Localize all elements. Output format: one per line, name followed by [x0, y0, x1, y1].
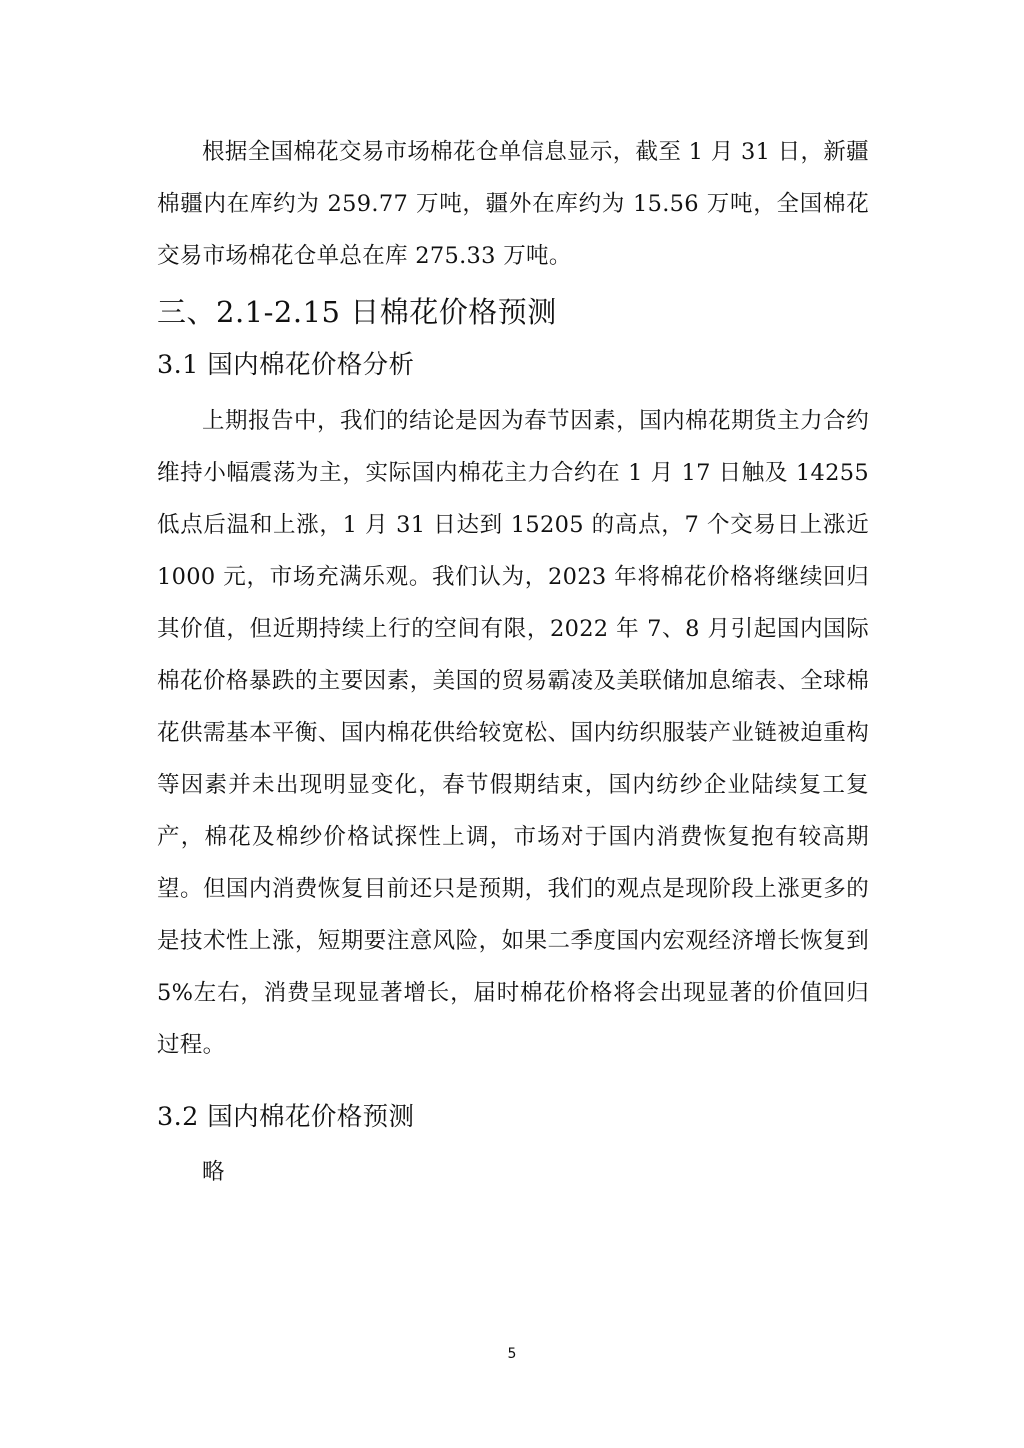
paragraph-omitted: 略 [202, 1159, 225, 1185]
section-heading-price-forecast: 三、2.1-2.15 日棉花价格预测 [157, 295, 557, 329]
subsection-heading-price-prediction: 3.2 国内棉花价格预测 [157, 1102, 415, 1132]
subsection-heading-price-analysis: 3.1 国内棉花价格分析 [157, 350, 415, 380]
page-number: 5 [507, 1346, 517, 1362]
paragraph-warehouse-receipts: 根据全国棉花交易市场棉花仓单信息显示，截至 1 月 31 日，新疆棉疆内在库约为 259.77 万吨，疆外在库约为 15.56 万吨，全国棉花交易市场棉花仓单总在库 275.33 万吨。 [157, 139, 869, 269]
paragraph-price-analysis: 上期报告中，我们的结论是因为春节因素，国内棉花期货主力合约维持小幅震荡为主，实际国内棉花主力合约在 1 月 17 日触及 14255 低点后温和上涨，1 月 31 日达到 15205 的高点，7 个交易日上涨近 1000 元，市场充满乐观。我们认为，2023 年将棉花价格将继续回归其价值，但近期持续上行的空间有限，2022 年 7、8 月引起国内国际棉花价格暴跌的主要因素，美国的贸易霸凌及美联储加息缩表、全球棉花供需基本平衡、国内棉花供给较宽松、国内纺织服装产业链被迫重构等因素并未出现明显变化，春节假期结束，国内纺纱企业陆续复工复产，棉花及棉纱价格试探性上调，市场对于国内消费恢复抱有较高期望。但国内消费恢复目前还只是预期，我们的观点是现阶段上涨更多的是技术性上涨，短期要注意风险，如果二季度国内宏观经济增长恢复到 5%左右，消费呈现显著增长，届时棉花价格将会出现显著的价值回归过程。 [157, 408, 869, 1058]
